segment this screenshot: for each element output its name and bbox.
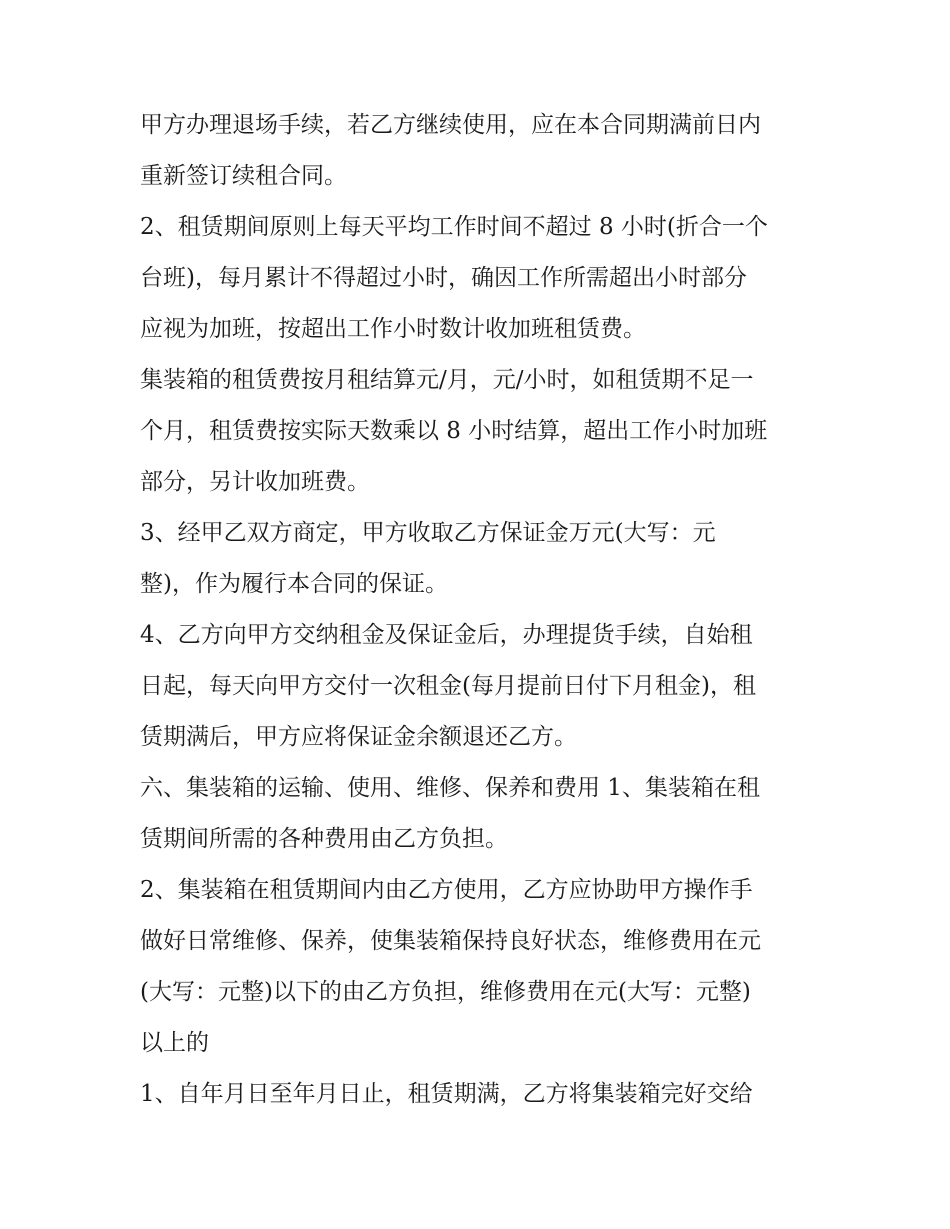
paragraph-clause-4-payment: [140, 610, 820, 763]
text-line: 六、集装箱的运输、使用、维修、保养和费用 1、集装箱在租: [140, 775, 760, 801]
paragraph-return-procedure: [140, 100, 820, 202]
paragraph-clause-2-working-hours: [140, 202, 820, 355]
text-line: 1、自年月日至年月日止，租赁期满，乙方将集装箱完好交给: [140, 1081, 753, 1107]
document-body: [140, 100, 820, 1120]
text-line: 2、租赁期间原则上每天平均工作时间不超过 8 小时(折合一个: [140, 214, 768, 240]
paragraph-clause-2-maintenance: [140, 865, 820, 1069]
text-line: 整)，作为履行本合同的保证。: [140, 571, 448, 597]
text-line: 4、乙方向甲方交纳租金及保证金后，办理提货手续，自始租: [140, 622, 753, 648]
text-line: 3、经甲乙双方商定，甲方收取乙方保证金万元(大写：元: [140, 520, 716, 546]
text-line: (大写：元整)以下的由乙方负担，维修费用在元(大写：元整): [140, 979, 751, 1005]
text-line: 台班)，每月累计不得超过小时，确因工作所需超出小时部分: [140, 265, 747, 291]
text-line: 个月，租赁费按实际天数乘以 8 小时结算，超出工作小时加班: [140, 418, 768, 444]
text-line: 赁期满后，甲方应将保证金余额退还乙方。: [140, 724, 577, 750]
text-line: 以上的: [140, 1030, 209, 1056]
text-line: 甲方办理退场手续，若乙方继续使用，应在本合同期满前日内: [140, 112, 761, 138]
text-line: 部分，另计收加班费。: [140, 469, 370, 495]
text-line: 重新签订续租合同。: [140, 163, 347, 189]
text-line: 2、集装箱在租赁期间内由乙方使用，乙方应协助甲方操作手: [140, 877, 753, 903]
text-line: 赁期间所需的各种费用由乙方负担。: [140, 826, 508, 852]
paragraph-section-6-heading: [140, 763, 820, 865]
paragraph-clause-1-term: [140, 1069, 820, 1120]
text-line: 应视为加班，按超出工作小时数计收加班租赁费。: [140, 316, 646, 342]
text-line: 集装箱的租赁费按月租结算元/月，元/小时，如租赁期不足一: [140, 367, 754, 393]
text-line: 日起，每天向甲方交付一次租金(每月提前日付下月租金)，租: [140, 673, 756, 699]
text-line: 做好日常维修、保养，使集装箱保持良好状态，维修费用在元: [140, 928, 761, 954]
paragraph-clause-3-deposit: [140, 508, 820, 610]
paragraph-rental-fee: [140, 355, 820, 508]
